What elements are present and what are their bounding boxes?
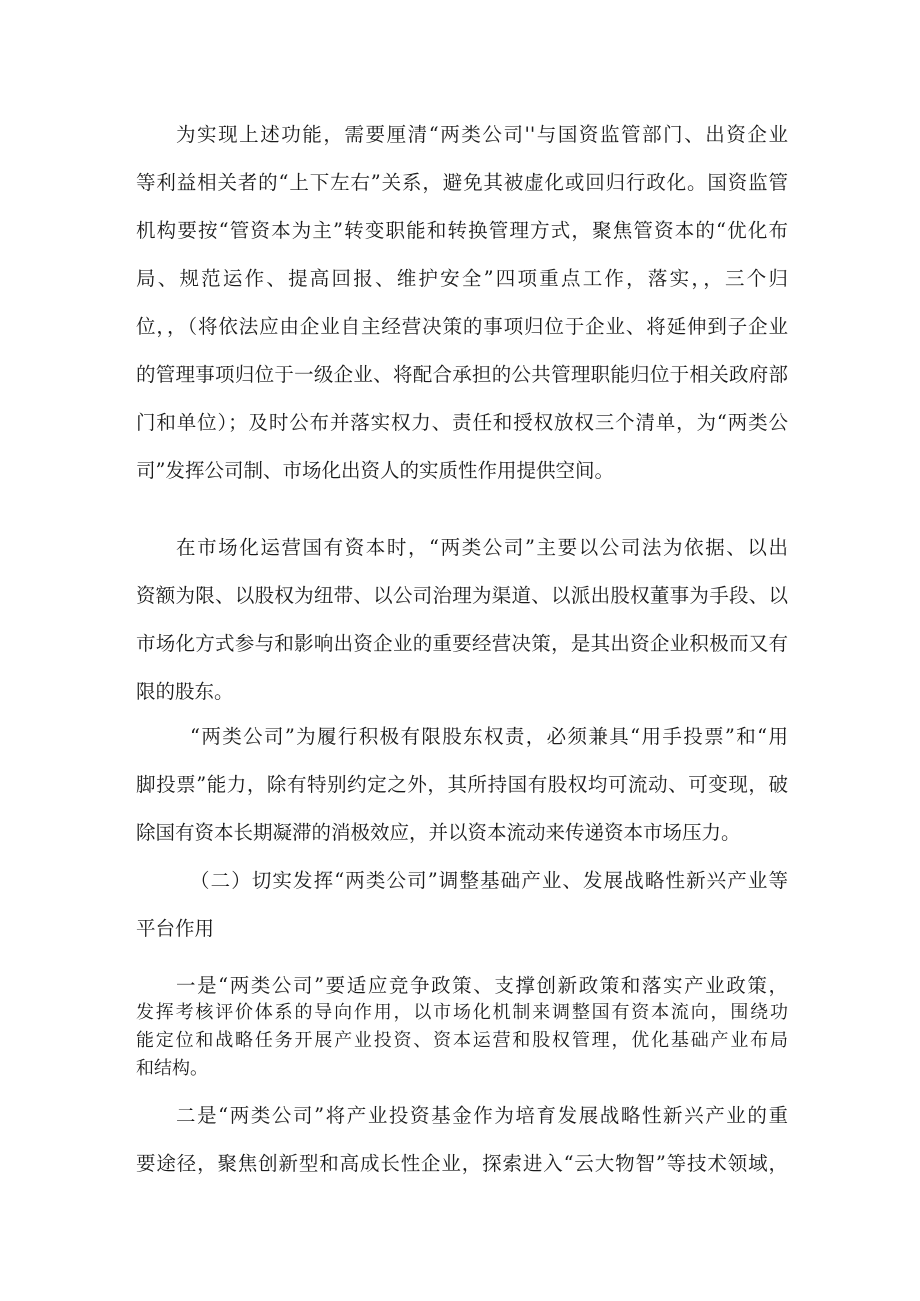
text-line: 一是“两类公司”要适应竞争政策、支撑创新政策和落实产业政策， — [176, 974, 788, 997]
text-line: 为实现上述功能，需要厘清“两类公司''与国资监管部门、出资企业 — [176, 123, 788, 146]
text-line: 二是“两类公司”将产业投资基金作为培育发展战略性新兴产业的重 — [176, 1104, 788, 1127]
text-line: 机构要按“管资本为主”转变职能和转换管理方式，聚焦管资本的“优化布 — [136, 219, 788, 242]
text-line: 除国有资本长期凝滞的消极效应，并以资本流动来传递资本市场压力。 — [136, 821, 741, 844]
text-line: 位，，（将依法应由企业自主经营决策的事项归位于企业、将延伸到子企业 — [136, 315, 788, 338]
text-line: 局、规范运作、提高回报、维护安全”四项重点工作，落实，，三个归 — [136, 267, 788, 290]
text-line: 资额为限、以股权为纽带、以公司治理为渠道、以派出股权董事为手段、以 — [136, 584, 788, 607]
text-line: 司”发挥公司制、市场化出资人的实质性作用提供空间。 — [136, 459, 614, 482]
text-line: “两类公司”为履行积极有限股东权责，必须兼具“用手投票”和“用 — [190, 725, 788, 748]
text-line: 限的股东。 — [136, 680, 234, 703]
text-line: 能定位和战略任务开展产业投资、资本运营和股权管理，优化基础产业布局 — [136, 1030, 788, 1051]
text-line: 门和单位）；及时公布并落实权力、责任和授权放权三个清单，为“两类公 — [136, 411, 788, 434]
text-line: 要途径，聚焦创新型和高成长性企业，探索进入“云大物智”等技术领域， — [136, 1152, 788, 1175]
text-line: 的管理事项归位于一级企业、将配合承担的公共管理职能归位于相关政府部 — [136, 363, 788, 386]
heading-line: 平台作用 — [136, 917, 215, 940]
text-line: 发挥考核评价体系的导向作用，以市场化机制来调整国有资本流向，围绕功 — [136, 1002, 788, 1023]
heading-line: （二）切实发挥“两类公司”调整基础产业、发展战略性新兴产业等 — [190, 869, 788, 892]
text-line: 脚投票”能力，除有特别约定之外，其所持国有股权均可流动、可变现，破 — [136, 773, 788, 796]
text-line: 等利益相关者的“上下左右”关系，避免其被虚化或回归行政化。国资监管 — [136, 171, 788, 194]
text-line: 和结构。 — [136, 1058, 208, 1079]
text-line: 市场化方式参与和影响出资企业的重要经营决策，是其出资企业积极而又有 — [136, 632, 788, 655]
text-line: 在市场化运营国有资本时，“两类公司”主要以公司法为依据、以出 — [176, 536, 788, 559]
